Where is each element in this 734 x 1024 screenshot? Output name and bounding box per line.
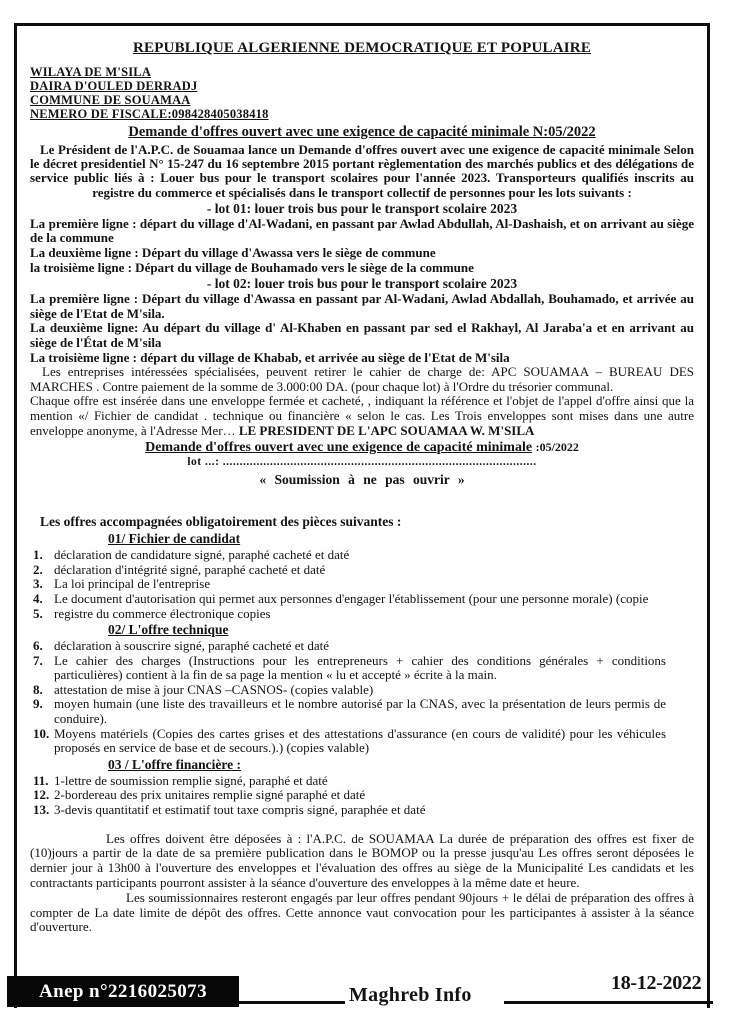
lot2-route-line: La troisième ligne : départ du village de Khabab, et arrivée au siège de l'Etat de M'sila	[30, 349, 510, 365]
item-text: Le cahier des charges (Instructions pour les entrepreneurs + cahier des conditions générales + conditions particulières) contient à la fin de sa page la mention « lu et accepté » écrite à la main.	[54, 652, 666, 683]
item-number: 5.	[33, 605, 43, 621]
lot1-route-line: La première ligne : départ du village d'Al-Wadani, en passant par Awlad Abdullah, Al-Dashaish, et on arrivant au siège de la commune	[30, 215, 694, 246]
list-item	[30, 607, 694, 622]
list-item	[30, 654, 694, 683]
item-number: 4.	[33, 590, 43, 606]
item-text: 2-bordereau des prix unitaires remplie signé paraphé et daté	[54, 787, 366, 803]
item-text: déclaration à souscrire signé, paraphé cacheté et daté	[54, 638, 330, 654]
lot1-route-line: La deuxième ligne : Départ du village d'Awassa vers le siège de commune	[30, 245, 436, 260]
item-number: 10.	[33, 725, 50, 741]
publication-name: Maghreb Info	[349, 984, 472, 1006]
deposit-deadline-paragraph: Les offres doivent être déposées à : l'A.P.C. de SOUAMAA La durée de préparation des offres est fixer de (10)jours a partir de la date de sa première publication dans le BOMOP ou la presse jusqu'au Les offres seront déposées le dernier jour à 13h00 à l'ouverture des enveloppes et l'évaluation des offres au siège de la Municipalité Les candidats et les contractants participants pourront assister à la séance d'ouverture des enveloppes à la même date et heure.	[30, 830, 694, 891]
fiscal-number-line: NEMERO DE FISCALE:098428405038418	[30, 107, 269, 121]
section3-heading: 03 / L'offre financière :	[108, 756, 241, 772]
wilaya-line: WILAYA DE M'SILA	[30, 65, 152, 79]
republic-title: REPUBLIQUE ALGERIENNE DEMOCRATIQUE ET POPULAIRE	[132, 40, 592, 56]
lot-fill-in-line: lot ...: .............................................................................................	[187, 456, 537, 469]
item-number: 12.	[33, 787, 50, 803]
list-item	[30, 548, 694, 563]
lot2-route-line: La deuxième ligne: Au départ du village d' Al-Khaben en passant par sed el Rakhayl, Al Jaraba'a et en arrivant au siège de l'État de M'sila	[30, 320, 694, 350]
footer-divider-right	[504, 1001, 713, 1004]
item-text: registre du commerce électronique copies	[54, 605, 271, 621]
lot2-route-line: La première ligne : Départ du village d'Awassa en passant par Al-Wadani, Awlad Abdallah, Bouhamado, et arrivée au siège de l'Etat de M'sila.	[30, 291, 694, 321]
item-number: 3.	[33, 576, 43, 592]
tender-main-title: Demande d'offres ouvert avec une exigence de capacité minimale N:05/2022	[128, 124, 596, 140]
item-text: La loi principal de l'entreprise	[54, 576, 211, 592]
item-number: 9.	[33, 696, 43, 712]
envelope-instructions-paragraph	[30, 394, 694, 438]
do-not-open-notice: « Soumission à ne pas ouvrir »	[259, 472, 465, 488]
list-item	[30, 803, 694, 818]
required-documents-intro: Les offres accompagnées obligatoirement des pièces suivantes :	[40, 514, 402, 530]
item-text: Moyens matériels (Copies des cartes grises et des attestations d'assurance (en cours de validité) pour les véhicules proposés en service de base et de secours.).) (copies valable)	[54, 725, 666, 756]
item-number: 7.	[33, 652, 43, 668]
daira-line: DAIRA D'OULED DERRADJ	[30, 79, 198, 93]
validity-paragraph: Les soumissionnaires resteront engagés par leur offres pendant 90jours + le délai de préparation des offres à compter de La date limite de dépôt des offres. Cette annonce vaut convocation pour les participantes à assister à la séance d'ouverture.	[30, 889, 694, 935]
document-border-frame	[14, 23, 710, 1008]
item-text: 3-devis quantitatif et estimatif tout taxe compris signé, paraphée et daté	[54, 802, 426, 818]
list-item	[30, 683, 694, 698]
item-number: 2.	[33, 561, 43, 577]
issuing-authority-block	[30, 65, 694, 121]
item-number: 6.	[33, 638, 43, 654]
item-text: Le document d'autorisation qui permet aux personnes d'engager l'établissement (pour une personne morale) (copie	[54, 590, 649, 606]
list-item	[30, 563, 694, 578]
item-number: 13.	[33, 802, 50, 818]
item-number: 11.	[33, 772, 49, 788]
lot2-heading: - lot 02: louer trois bus pour le transport scolaire 2023	[206, 276, 518, 292]
list-item	[30, 774, 694, 789]
commune-line: COMMUNE DE SOUAMAA	[30, 93, 191, 107]
publication-date: 18-12-2022	[611, 972, 702, 994]
list-item	[30, 592, 694, 607]
item-text: attestation de mise à jour CNAS –CASNOS- (copies valable)	[54, 681, 374, 697]
tender-subtitle-text: Demande d'offres ouvert avec une exigence de capacité minimale	[145, 440, 533, 456]
anep-number-badge: Anep n°2216025073	[7, 976, 239, 1007]
list-item	[30, 727, 694, 756]
list-item	[30, 577, 694, 592]
president-address-line: LE PRESIDENT DE L'APC SOUAMAA W. M'SILA	[238, 422, 535, 438]
tender-intro-paragraph: Le Président de l'A.P.C. de Souamaa lance un Demande d'offres ouvert avec une exigence de capacité minimale Selon le décret presidentiel N° 15-247 du 16 septembre 2015 portant règlementation des marchés publics et des délégations de service public liés à : Louer bus pour le transport scolaires pour l'année 2023. Transporteurs qualifiés inscrits au registre du commerce et spécialisés dans le transport collectif de personnes pour les lots suivants :	[30, 142, 694, 200]
envelope-instructions-text: Chaque offre est insérée dans une enveloppe fermée et cacheté, , indiquant la référence et l'objet de l'appel d'offre ainsi que la mention «/ Fichier de candidat . technique ou financière « selon le cas. Les Trois enveloppes sont mises dans une autre enveloppe anonyme, à l'Adresse Mer…	[30, 393, 694, 438]
tender-subtitle	[30, 440, 694, 456]
item-number: 1.	[33, 547, 43, 563]
tender-subtitle-number: :05/2022	[535, 440, 579, 455]
closing-block	[30, 832, 694, 936]
item-text: moyen humain (une liste des travailleurs et le nombre autorisé par la CNAS, avec la présentation de leurs permis de conduire).	[54, 696, 666, 727]
item-text: déclaration d'intégrité signé, paraphé cacheté et daté	[54, 561, 326, 577]
section1-heading: 01/ Fichier de candidat	[108, 531, 241, 547]
item-text: 1-lettre de soumission remplie signé, paraphé et daté	[54, 772, 328, 788]
lot1-heading: - lot 01: louer trois bus pour le transport scolaire 2023	[206, 200, 518, 216]
item-number: 8.	[33, 681, 43, 697]
section2-heading: 02/ L'offre technique	[108, 622, 229, 638]
list-item	[30, 697, 694, 726]
cahier-withdrawal-paragraph: Les entreprises intéressées spécialisées, peuvent retirer le cahier de charge de: APC SOUAMAA – BUREAU DES MARCHES . Contre paiement de la somme de 3.000:00 DA. (pour chaque lot) à l'Ordre du trésorier communal.	[30, 364, 694, 394]
list-item	[30, 788, 694, 803]
list-item	[30, 639, 694, 654]
footer-divider-left	[239, 1001, 345, 1004]
item-text: déclaration de candidature signé, paraphé cacheté et daté	[54, 547, 350, 563]
lot1-route-line: la troisième ligne : Départ du village de Bouhamado vers le siège de la commune	[30, 259, 474, 275]
